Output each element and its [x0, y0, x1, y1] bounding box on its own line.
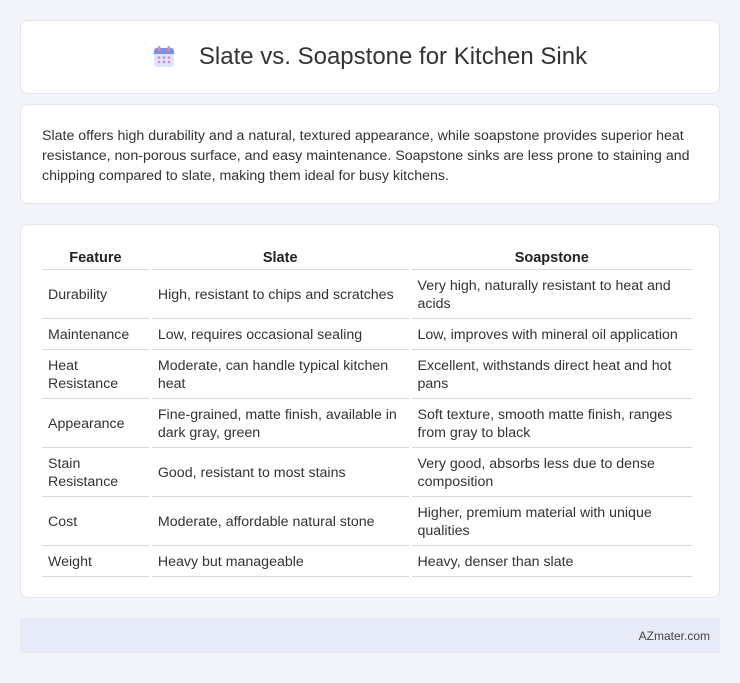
soapstone-cell: Soft texture, smooth matte finish, ranges from gray to black [412, 399, 692, 448]
table-row [42, 350, 692, 399]
summary-text: Slate offers high durability and a natural, textured appearance, while soapstone provides superior heat resistance, non-porous surface, and easy maintenance. Soapstone sinks are less prone to staining and chipping compared to slate, making them ideal for busy kitchens. [42, 128, 690, 184]
feature-cell: Appearance [42, 399, 149, 448]
footer-brand[interactable]: AZmater.com [638, 628, 710, 643]
table-row [42, 546, 692, 577]
soapstone-cell: Excellent, withstands direct heat and hot pans [412, 350, 692, 399]
soapstone-cell: Low, improves with mineral oil application [412, 319, 692, 350]
footer [20, 618, 720, 653]
soapstone-cell: Heavy, denser than slate [412, 546, 692, 577]
table-row [42, 319, 692, 350]
slate-cell: Moderate, can handle typical kitchen heat [152, 350, 409, 399]
table-row [42, 448, 692, 497]
soapstone-cell: Higher, premium material with unique qualities [412, 497, 692, 546]
soapstone-cell: Very good, absorbs less due to dense composition [412, 448, 692, 497]
slate-cell: Low, requires occasional sealing [152, 319, 409, 350]
feature-cell: Durability [42, 270, 149, 319]
slate-cell: Heavy but manageable [152, 546, 409, 577]
table-row [42, 399, 692, 448]
comparison-table-card [20, 224, 720, 598]
feature-cell: Heat Resistance [42, 350, 149, 399]
slate-cell: Good, resistant to most stains [152, 448, 409, 497]
summary-card [20, 104, 720, 204]
soapstone-cell: Very high, naturally resistant to heat and acids [412, 270, 692, 319]
feature-cell: Stain Resistance [42, 448, 149, 497]
table-header-row [42, 245, 692, 270]
column-header-feature: Feature [42, 245, 149, 270]
feature-cell: Cost [42, 497, 149, 546]
slate-cell: Moderate, affordable natural stone [152, 497, 409, 546]
page-title: Slate vs. Soapstone for Kitchen Sink [198, 43, 588, 70]
feature-cell: Maintenance [42, 319, 149, 350]
feature-cell: Weight [42, 546, 149, 577]
comparison-table [39, 245, 695, 577]
column-header-slate: Slate [152, 245, 409, 270]
calendar-icon [153, 46, 175, 68]
slate-cell: Fine-grained, matte finish, available in dark gray, green [152, 399, 409, 448]
slate-cell: High, resistant to chips and scratches [152, 270, 409, 319]
title-card [20, 20, 720, 94]
column-header-soapstone: Soapstone [412, 245, 692, 270]
table-row [42, 497, 692, 546]
table-row [42, 270, 692, 319]
